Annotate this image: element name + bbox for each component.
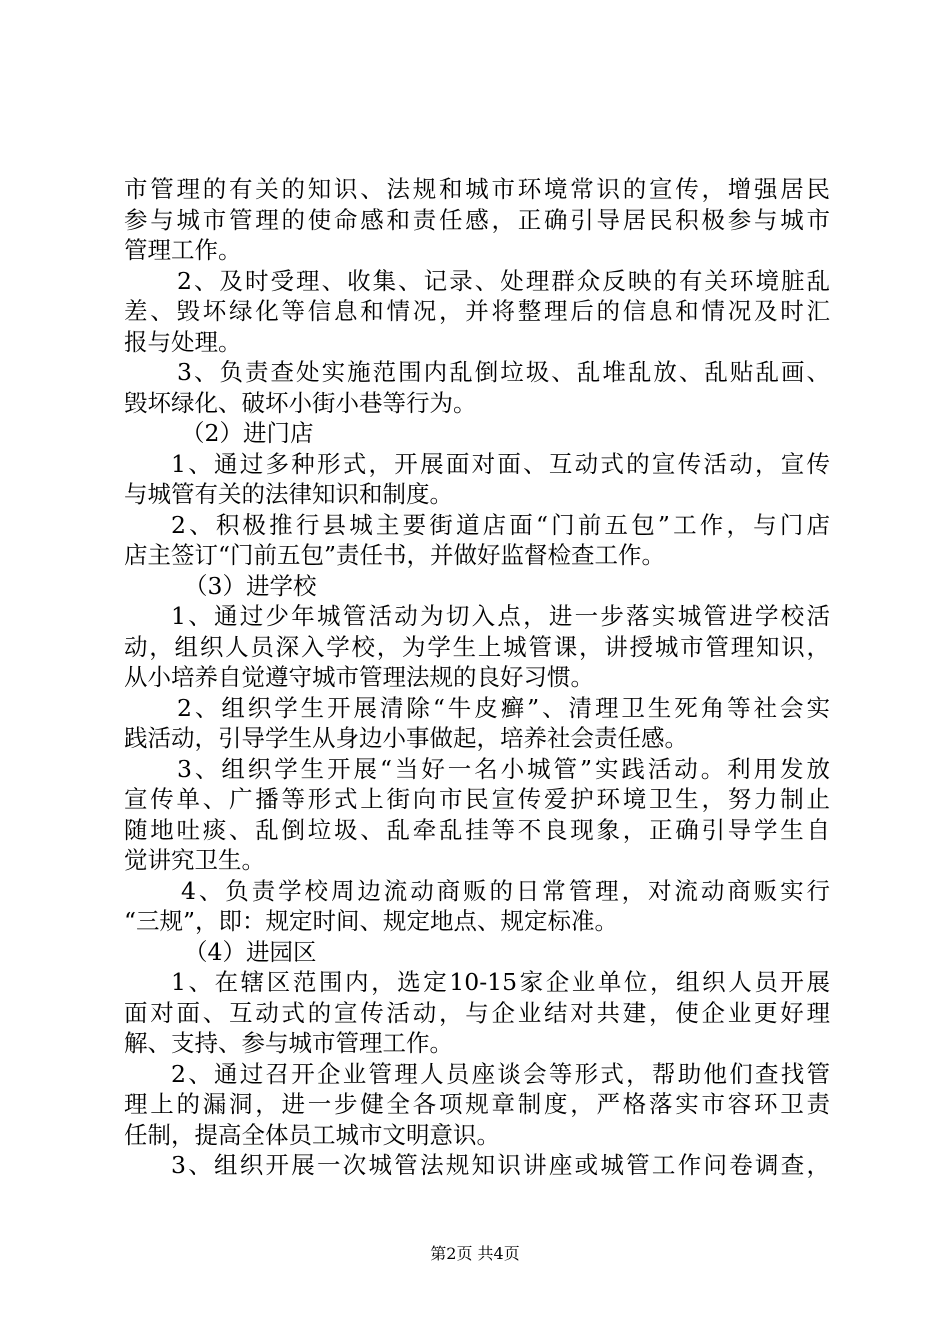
text-line: 任制，提高全体员工城市文明意识。 <box>124 1120 500 1149</box>
text-line: 1、在辖区范围内，选定10-15家企业单位，组织人员开展 <box>171 968 830 996</box>
text-line: 2、组织学生开展清除“牛皮癣”、清理卫生死角等社会实 <box>177 693 830 722</box>
text-line: 与城管有关的法律知识和制度。 <box>124 480 453 508</box>
text-line: 市管理的有关的知识、法规和城市环境常识的宣传，增强居民 <box>124 175 830 203</box>
text-line: 动，组织人员深入学校，为学生上城管课，讲授城市管理知识， <box>124 632 830 661</box>
text-line: 理上的漏洞，进一步健全各项规章制度，严格落实市容环卫责 <box>124 1090 830 1118</box>
text-line: 参与城市管理的使命感和责任感，正确引导居民积极参与城市 <box>124 205 830 234</box>
text-line: 宣传单、广播等形式上街向市民宣传爱护环境卫生，努力制止 <box>124 785 830 813</box>
section-heading: （2）进门店 <box>181 419 314 447</box>
text-line: 3、组织学生开展“当好一名小城管”实践活动。利用发放 <box>177 754 830 783</box>
text-line: 差、毁坏绿化等信息和情况，并将整理后的信息和情况及时汇 <box>124 297 830 325</box>
text-line: 从小培养自觉遵守城市管理法规的良好习惯。 <box>124 663 594 691</box>
text-line: 3、负责查处实施范围内乱倒垃圾、乱堆乱放、乱贴乱画、 <box>177 358 830 386</box>
text-line: 随地吐痰、乱倒垃圾、乱牵乱挂等不良现象，正确引导学生自 <box>124 815 830 844</box>
text-line: 报与处理。 <box>124 327 242 356</box>
text-line: 3、组织开展一次城管法规知识讲座或城管工作问卷调查， <box>171 1151 830 1179</box>
text-line: 1、通过多种形式，开展面对面、互动式的宣传活动，宣传 <box>171 449 830 478</box>
text-line: 店主签订“门前五包”责任书，并做好监督检查工作。 <box>124 541 666 569</box>
text-line: 2、及时受理、收集、记录、处理群众反映的有关环境脏乱 <box>177 266 830 295</box>
page-footer: 第2页 共4页 <box>430 1244 520 1263</box>
text-line: 毁坏绿化、破坏小街小巷等行为。 <box>124 388 477 417</box>
text-line: 管理工作。 <box>124 236 242 264</box>
text-line: 面对面、互动式的宣传活动，与企业结对共建，使企业更好理 <box>124 998 830 1027</box>
text-line: 4、负责学校周边流动商贩的日常管理，对流动商贩实行 <box>181 876 830 905</box>
text-line: 2、积极推行县城主要街道店面“门前五包”工作，与门店 <box>171 510 830 539</box>
text-line: 2、通过召开企业管理人员座谈会等形式，帮助他们查找管 <box>171 1059 830 1088</box>
text-line: “三规”，即：规定时间、规定地点、规定标准。 <box>124 907 619 935</box>
section-heading: （3）进学校 <box>184 571 317 600</box>
text-line: 践活动，引导学生从身边小事做起，培养社会责任感。 <box>124 724 688 752</box>
text-line: 觉讲究卫生。 <box>124 846 265 874</box>
text-line: 解、支持、参与城市管理工作。 <box>124 1029 453 1057</box>
document-body <box>124 174 830 1181</box>
section-heading: （4）进园区 <box>184 937 317 966</box>
text-line: 1、通过少年城管活动为切入点，进一步落实城管进学校活 <box>171 602 830 630</box>
